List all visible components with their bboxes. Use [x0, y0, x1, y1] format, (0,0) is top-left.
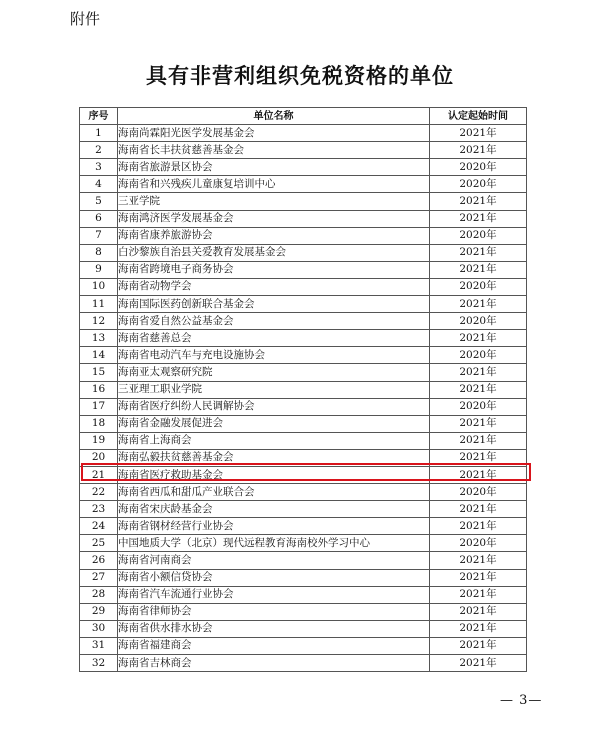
serial-number-cell: 9 [80, 261, 118, 278]
start-year-cell: 2021年 [430, 432, 527, 449]
organization-table [79, 107, 527, 672]
table-header-row [80, 108, 527, 125]
start-year-cell: 2021年 [430, 586, 527, 603]
organization-name-cell: 海南省金融发展促进会 [118, 415, 430, 432]
start-year-cell: 2021年 [430, 603, 527, 620]
organization-name-cell: 海南省电动汽车与充电设施协会 [118, 347, 430, 364]
start-year-cell: 2020年 [430, 535, 527, 552]
table-row [80, 569, 527, 586]
start-year-cell: 2020年 [430, 484, 527, 501]
serial-number-cell: 17 [80, 398, 118, 415]
start-year-cell: 2021年 [430, 501, 527, 518]
attachment-label: 附件 [70, 10, 101, 28]
table-row [80, 415, 527, 432]
organization-name-cell: 海南省医疗纠纷人民调解协会 [118, 398, 430, 415]
table-row [80, 176, 527, 193]
organization-name-cell: 海南省河南商会 [118, 552, 430, 569]
start-year-cell: 2021年 [430, 466, 527, 483]
organization-name-cell: 海南省和兴残疾儿童康复培训中心 [118, 176, 430, 193]
table-row [80, 125, 527, 142]
organization-name-cell: 海南弘毅扶贫慈善基金会 [118, 449, 430, 466]
start-year-cell: 2021年 [430, 655, 527, 672]
header-serial-number: 序号 [80, 108, 118, 125]
table-row [80, 432, 527, 449]
serial-number-cell: 28 [80, 586, 118, 603]
start-year-cell: 2021年 [430, 330, 527, 347]
serial-number-cell: 30 [80, 620, 118, 637]
organization-name-cell: 海南省吉林商会 [118, 655, 430, 672]
start-year-cell: 2021年 [430, 364, 527, 381]
start-year-cell: 2020年 [430, 347, 527, 364]
start-year-cell: 2021年 [430, 125, 527, 142]
table-row [80, 381, 527, 398]
table-row [80, 637, 527, 654]
table-row [80, 466, 527, 483]
organization-name-cell: 三亚学院 [118, 193, 430, 210]
organization-name-cell: 海南省福建商会 [118, 637, 430, 654]
table-row [80, 244, 527, 261]
start-year-cell: 2021年 [430, 569, 527, 586]
start-year-cell: 2021年 [430, 637, 527, 654]
start-year-cell: 2021年 [430, 261, 527, 278]
table-row [80, 535, 527, 552]
serial-number-cell: 7 [80, 227, 118, 244]
organization-name-cell: 海南省律师协会 [118, 603, 430, 620]
serial-number-cell: 20 [80, 449, 118, 466]
organization-name-cell: 中国地质大学（北京）现代远程教育海南校外学习中心 [118, 535, 430, 552]
serial-number-cell: 8 [80, 244, 118, 261]
serial-number-cell: 24 [80, 518, 118, 535]
serial-number-cell: 4 [80, 176, 118, 193]
serial-number-cell: 26 [80, 552, 118, 569]
organization-name-cell: 海南省宋庆龄基金会 [118, 501, 430, 518]
page-number: — 3— [500, 693, 543, 708]
start-year-cell: 2020年 [430, 176, 527, 193]
table-row [80, 484, 527, 501]
organization-name-cell: 海南省长丰扶贫慈善基金会 [118, 142, 430, 159]
table-row [80, 398, 527, 415]
start-year-cell: 2021年 [430, 142, 527, 159]
organization-name-cell: 海南省慈善总会 [118, 330, 430, 347]
organization-name-cell: 三亚理工职业学院 [118, 381, 430, 398]
start-year-cell: 2020年 [430, 313, 527, 330]
table-row [80, 210, 527, 227]
table-row [80, 159, 527, 176]
table-row [80, 193, 527, 210]
organization-name-cell: 海南省小额信贷协会 [118, 569, 430, 586]
serial-number-cell: 6 [80, 210, 118, 227]
serial-number-cell: 10 [80, 278, 118, 295]
table-row [80, 278, 527, 295]
table-row [80, 501, 527, 518]
start-year-cell: 2020年 [430, 398, 527, 415]
serial-number-cell: 3 [80, 159, 118, 176]
table-row [80, 347, 527, 364]
organization-name-cell: 海南省汽车流通行业协会 [118, 586, 430, 603]
serial-number-cell: 19 [80, 432, 118, 449]
serial-number-cell: 31 [80, 637, 118, 654]
serial-number-cell: 18 [80, 415, 118, 432]
serial-number-cell: 22 [80, 484, 118, 501]
organization-name-cell: 海南省医疗救助基金会 [118, 466, 430, 483]
organization-name-cell: 海南国际医药创新联合基金会 [118, 296, 430, 313]
table-row [80, 330, 527, 347]
document-title: 具有非营利组织免税资格的单位 [146, 64, 454, 88]
table-row [80, 552, 527, 569]
start-year-cell: 2020年 [430, 227, 527, 244]
organization-name-cell: 海南鸿济医学发展基金会 [118, 210, 430, 227]
start-year-cell: 2020年 [430, 278, 527, 295]
serial-number-cell: 23 [80, 501, 118, 518]
serial-number-cell: 13 [80, 330, 118, 347]
serial-number-cell: 14 [80, 347, 118, 364]
table-row [80, 261, 527, 278]
serial-number-cell: 5 [80, 193, 118, 210]
serial-number-cell: 2 [80, 142, 118, 159]
table-row [80, 518, 527, 535]
table-row [80, 603, 527, 620]
organization-name-cell: 海南省跨境电子商务协会 [118, 261, 430, 278]
organization-name-cell: 海南尚霖阳光医学发展基金会 [118, 125, 430, 142]
serial-number-cell: 11 [80, 296, 118, 313]
table-row [80, 620, 527, 637]
start-year-cell: 2021年 [430, 193, 527, 210]
organization-name-cell: 海南亚太观察研究院 [118, 364, 430, 381]
start-year-cell: 2021年 [430, 620, 527, 637]
table-row [80, 142, 527, 159]
serial-number-cell: 12 [80, 313, 118, 330]
organization-name-cell: 海南省康养旅游协会 [118, 227, 430, 244]
serial-number-cell: 29 [80, 603, 118, 620]
serial-number-cell: 25 [80, 535, 118, 552]
serial-number-cell: 16 [80, 381, 118, 398]
organization-name-cell: 海南省西瓜和甜瓜产业联合会 [118, 484, 430, 501]
header-start-year: 认定起始时间 [430, 108, 527, 125]
table-row [80, 655, 527, 672]
start-year-cell: 2021年 [430, 518, 527, 535]
header-organization-name: 单位名称 [118, 108, 430, 125]
organization-name-cell: 海南省供水排水协会 [118, 620, 430, 637]
organization-name-cell: 海南省旅游景区协会 [118, 159, 430, 176]
start-year-cell: 2021年 [430, 552, 527, 569]
start-year-cell: 2021年 [430, 449, 527, 466]
table-row [80, 227, 527, 244]
start-year-cell: 2021年 [430, 244, 527, 261]
serial-number-cell: 15 [80, 364, 118, 381]
serial-number-cell: 27 [80, 569, 118, 586]
serial-number-cell: 21 [80, 466, 118, 483]
table-row [80, 586, 527, 603]
table-row [80, 313, 527, 330]
organization-name-cell: 海南省动物学会 [118, 278, 430, 295]
start-year-cell: 2020年 [430, 159, 527, 176]
table-row [80, 449, 527, 466]
serial-number-cell: 1 [80, 125, 118, 142]
organization-name-cell: 海南省上海商会 [118, 432, 430, 449]
start-year-cell: 2021年 [430, 415, 527, 432]
table-body [80, 125, 527, 672]
start-year-cell: 2021年 [430, 296, 527, 313]
start-year-cell: 2021年 [430, 381, 527, 398]
organization-name-cell: 海南省爱自然公益基金会 [118, 313, 430, 330]
organization-name-cell: 白沙黎族自治县关爱教育发展基金会 [118, 244, 430, 261]
organization-name-cell: 海南省钢材经营行业协会 [118, 518, 430, 535]
table-row [80, 296, 527, 313]
table-row [80, 364, 527, 381]
start-year-cell: 2021年 [430, 210, 527, 227]
serial-number-cell: 32 [80, 655, 118, 672]
